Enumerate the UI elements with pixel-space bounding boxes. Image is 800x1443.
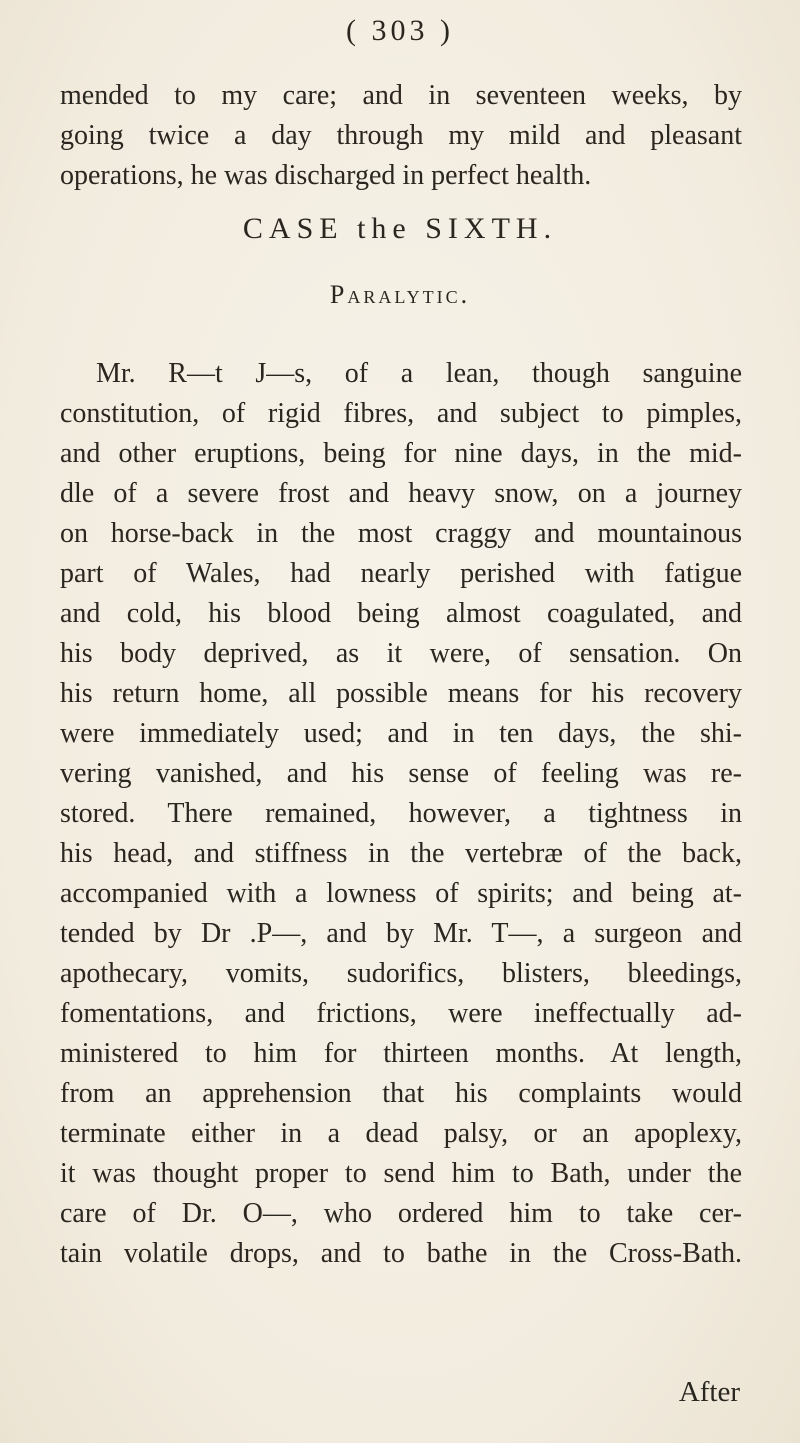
text-line: care of Dr. O—, who ordered him to take cer-	[60, 1198, 742, 1229]
text-line: his return home, all possible means for his recovery	[60, 678, 742, 709]
case-heading: CASE the SIXTH.	[242, 212, 558, 245]
text-line: stored. There remained, however, a tightness in	[60, 798, 742, 829]
case-subheading: Paralytic.	[329, 280, 471, 309]
opening-paragraph	[60, 76, 742, 196]
text-line: vering vanished, and his sense of feeling was re-	[60, 758, 742, 789]
text-line: apothecary, vomits, sudorifics, blisters, bleedings,	[60, 958, 742, 989]
text-line: Mr. R—t J—s, of a lean, though sanguine	[96, 358, 742, 389]
catchword: After	[678, 1376, 740, 1408]
text-line: his head, and stiffness in the vertebræ of the back,	[60, 838, 742, 869]
text-line: operations, he was discharged in perfect health.	[60, 160, 592, 191]
text-line: fomentations, and frictions, were ineffectually ad-	[60, 998, 742, 1029]
text-line: going twice a day through my mild and pleasant	[60, 120, 742, 151]
text-line: ministered to him for thirteen months. At length,	[60, 1038, 742, 1069]
page-number: ( 303 )	[346, 14, 454, 47]
text-line: on horse-back in the most craggy and mountainous	[60, 518, 742, 549]
text-line: terminate either in a dead palsy, or an apoplexy,	[60, 1118, 742, 1149]
text-line: accompanied with a lowness of spirits; and being at-	[60, 878, 742, 909]
text-line: his body deprived, as it were, of sensation. On	[60, 638, 742, 669]
text-line: it was thought proper to send him to Bath, under the	[60, 1158, 742, 1189]
text-line: dle of a severe frost and heavy snow, on a journey	[60, 478, 742, 509]
text-line: part of Wales, had nearly perished with fatigue	[60, 558, 742, 589]
text-line: mended to my care; and in seventeen weeks, by	[60, 80, 742, 111]
case-body	[60, 354, 742, 1274]
text-line: and cold, his blood being almost coagulated, and	[60, 598, 742, 629]
text-line: tended by Dr .P—, and by Mr. T—, a surgeon and	[60, 918, 742, 949]
text-line: from an apprehension that his complaints would	[60, 1078, 742, 1109]
text-line: were immediately used; and in ten days, the shi-	[60, 718, 742, 749]
text-line: and other eruptions, being for nine days, in the mid-	[60, 438, 742, 469]
text-line: tain volatile drops, and to bathe in the Cross-Bath.	[60, 1238, 742, 1269]
text-line: constitution, of rigid fibres, and subject to pimples,	[60, 398, 742, 429]
